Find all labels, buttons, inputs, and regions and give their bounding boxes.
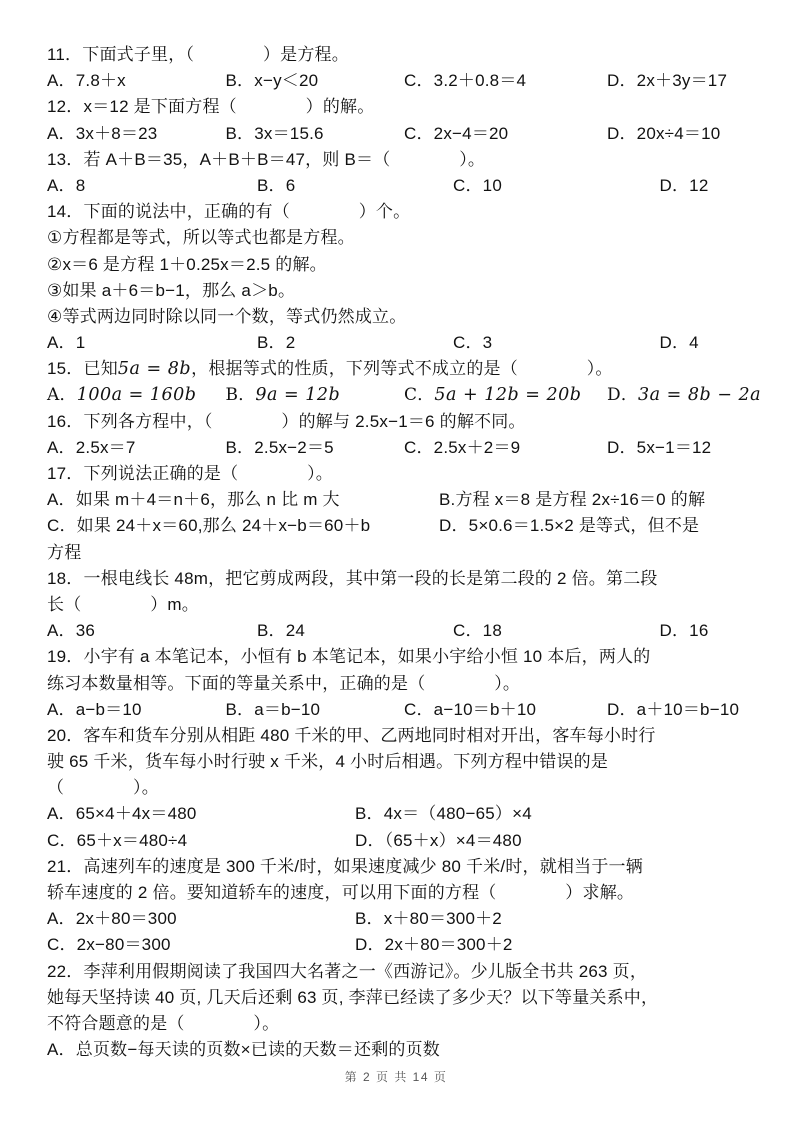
text-run: ，根据等式的性质，下列等式不成立的是（ ）。 <box>191 359 613 379</box>
question-text-line <box>47 671 747 697</box>
options-row <box>47 173 747 199</box>
option-cell <box>404 697 607 723</box>
text-run: ③如果 a＋6＝b−1，那么 a＞b。 <box>47 280 296 300</box>
text-run: B．x＋80＝300＋2 <box>355 909 502 929</box>
text-run: C．3 <box>453 333 493 353</box>
option-cell <box>404 382 607 408</box>
question-text-line <box>47 1037 747 1063</box>
text-run: 12．x＝12 是下面方程（ ）的解。 <box>47 97 375 117</box>
text-run: B．3x＝15.6 <box>225 123 324 143</box>
text-run: B．4x＝（480−65）×4 <box>355 804 532 824</box>
question-text-line <box>47 1011 747 1037</box>
text-run: ②x＝6 是方程 1＋0.25x＝2.5 的解。 <box>47 254 327 274</box>
question-text-line <box>47 225 747 251</box>
option-cell <box>355 828 522 854</box>
option-cell <box>226 121 405 147</box>
text-run: （ ）。 <box>47 778 159 798</box>
text-run: 驶 65 千米，货车每小时行驶 x 千米，4 小时后相遇。下列方程中错误的是 <box>47 752 609 772</box>
options-row <box>47 618 747 644</box>
options-row <box>47 435 747 461</box>
option-cell <box>226 68 405 94</box>
option-cell <box>355 932 513 958</box>
text-run: A．8 <box>47 175 86 195</box>
question-text-line <box>47 199 747 225</box>
option-cell <box>47 435 226 461</box>
option-cell <box>660 330 699 356</box>
question-text-line <box>47 566 747 592</box>
text-run: 100a = 160b <box>76 385 197 406</box>
text-run: B．6 <box>257 175 296 195</box>
question-text-line <box>47 959 747 985</box>
text-run: D． <box>607 385 639 406</box>
text-run: B.方程 x＝8 是方程 2x÷16＝0 的解 <box>439 490 706 510</box>
options-row <box>47 487 747 513</box>
text-run: C．65＋x＝480÷4 <box>47 830 188 850</box>
question-text-line <box>47 749 747 775</box>
question-text-line <box>47 592 747 618</box>
option-cell <box>607 121 720 147</box>
option-cell <box>47 697 226 723</box>
text-run: 方程 <box>47 542 82 562</box>
text-run: 长（ ）m。 <box>47 594 199 614</box>
text-run: A．1 <box>47 333 86 353</box>
options-row <box>47 330 747 356</box>
option-cell <box>226 382 405 408</box>
text-run: 19．小宇有 a 本笔记本，小恒有 b 本笔记本，如果小宇给小恒 10 本后，两人的 <box>47 647 651 667</box>
option-cell <box>439 513 699 539</box>
option-cell <box>404 68 607 94</box>
option-cell <box>47 68 226 94</box>
option-cell <box>47 330 257 356</box>
text-run: D．a＋10＝b−10 <box>607 699 740 719</box>
option-cell <box>404 435 607 461</box>
text-run: D．（65＋x）×4＝480 <box>355 830 522 850</box>
question-text-line <box>47 278 747 304</box>
text-run: A． <box>47 385 77 406</box>
option-cell <box>607 382 761 408</box>
options-row <box>47 932 747 958</box>
options-row <box>47 697 747 723</box>
worksheet-page <box>47 42 762 1063</box>
text-run: A．3x＋8＝23 <box>47 123 158 143</box>
option-cell <box>355 801 532 827</box>
option-cell <box>439 487 705 513</box>
option-cell <box>404 121 607 147</box>
option-cell <box>47 382 226 408</box>
question-text-line <box>47 147 747 173</box>
text-run: 她每天坚持读 40 页, 几天后还剩 63 页, 李萍已经读了多少天？以下等量关系中， <box>47 987 659 1007</box>
question-text-line <box>47 723 747 749</box>
text-run: A．总页数−每天读的页数×已读的天数＝还剩的页数 <box>47 1040 440 1060</box>
text-run: A．2.5x＝7 <box>47 437 136 457</box>
option-cell <box>226 697 405 723</box>
text-run: C．2.5x＋2＝9 <box>404 437 521 457</box>
option-cell <box>47 932 355 958</box>
text-run: D．5x−1＝12 <box>607 437 712 457</box>
text-run: 20．客车和货车分别从相距 480 千米的甲、乙两地同时相对开出，客车每小时行 <box>47 725 656 745</box>
text-run: 5a = 8b <box>117 359 192 380</box>
options-row <box>47 382 762 408</box>
text-run: B．24 <box>257 621 306 641</box>
options-row <box>47 906 747 932</box>
text-run: C．如果 24＋x＝60,那么 24＋x−b＝60＋b <box>47 516 371 536</box>
text-run: 轿车速度的 2 倍。要知道轿车的速度，可以用下面的方程（ ）求解。 <box>47 883 635 902</box>
options-row <box>47 68 747 94</box>
question-text-line <box>47 461 747 487</box>
option-cell <box>660 173 709 199</box>
text-run: C．2x−4＝20 <box>404 123 509 143</box>
option-cell <box>453 173 660 199</box>
text-run: C．10 <box>453 175 502 195</box>
question-text-line <box>47 252 747 278</box>
option-cell <box>257 330 453 356</box>
text-run: A．a−b＝10 <box>47 699 142 719</box>
text-run: 22．李萍利用假期阅读了我国四大名著之一《西游记》。少儿版全书共 263 页， <box>47 961 648 981</box>
option-cell <box>47 121 226 147</box>
text-run: C．3.2＋0.8＝4 <box>404 71 527 91</box>
text-run: A．36 <box>47 621 96 641</box>
option-cell <box>47 513 439 539</box>
text-run: A．65×4＋4x＝480 <box>47 804 197 824</box>
text-run: D．2x＋80＝300＋2 <box>355 935 513 955</box>
question-text-line <box>47 356 747 382</box>
option-cell <box>47 906 355 932</box>
text-run: D．5×0.6＝1.5×2 是等式，但不是 <box>439 516 700 536</box>
text-run: C．18 <box>453 621 502 641</box>
question-text-line <box>47 94 747 120</box>
text-run: 练习本数量相等。下面的等量关系中，正确的是（ ）。 <box>47 673 521 693</box>
question-text-line <box>47 854 747 880</box>
text-run: B． <box>225 385 256 406</box>
text-run: A．2x＋80＝300 <box>47 909 177 929</box>
text-run: B．2.5x−2＝5 <box>225 437 334 457</box>
text-run: A．7.8＋x <box>47 71 126 91</box>
question-text-line <box>47 304 747 330</box>
question-text-line <box>47 540 747 566</box>
option-cell <box>660 618 709 644</box>
text-run: C．a−10＝b＋10 <box>404 699 537 719</box>
option-cell <box>47 618 257 644</box>
text-run: 14．下面的说法中，正确的有（ ）个。 <box>47 202 411 222</box>
option-cell <box>47 828 355 854</box>
text-run: ①方程都是等式，所以等式也都是方程。 <box>47 228 355 248</box>
option-cell <box>226 435 405 461</box>
text-run: 17．下列说法正确的是（ ）。 <box>47 464 334 483</box>
text-run: B．x−y＜20 <box>225 71 319 91</box>
option-cell <box>607 697 739 723</box>
text-run: 3a = 8b − 2a <box>638 385 762 406</box>
option-cell <box>47 173 257 199</box>
text-run: 18．一根电线长 48m，把它剪成两段，其中第一段的长是第二段的 2 倍。第二段 <box>47 568 658 588</box>
text-run: 9a = 12b <box>255 385 341 406</box>
text-run: 15．已知 <box>47 359 118 379</box>
text-run: A．如果 m＋4＝n＋6，那么 n 比 m 大 <box>47 490 340 510</box>
option-cell <box>453 618 660 644</box>
text-run: C． <box>404 385 435 406</box>
text-run: 13．若 A＋B＝35，A＋B＋B＝47，则 B＝（ ）。 <box>47 149 486 169</box>
options-row <box>47 121 747 147</box>
text-run: ④等式两边同时除以同一个数，等式仍然成立。 <box>47 306 407 326</box>
page-footer: 第 2 页 共 14 页 <box>344 1070 448 1084</box>
text-run: B．a＝b−10 <box>225 699 321 719</box>
options-row <box>47 828 747 854</box>
text-run: C．2x−80＝300 <box>47 935 171 955</box>
text-run: D．16 <box>659 621 709 641</box>
options-row <box>47 801 747 827</box>
options-row <box>47 513 747 539</box>
text-run: 5a + 12b = 20b <box>434 385 582 406</box>
text-run: D．20x÷4＝10 <box>607 123 721 143</box>
text-run: 11．下面式子里，（ ）是方程。 <box>47 45 349 64</box>
option-cell <box>607 435 711 461</box>
option-cell <box>47 487 439 513</box>
question-text-line <box>47 985 747 1011</box>
option-cell <box>47 801 355 827</box>
question-text-line <box>47 644 747 670</box>
option-cell <box>607 68 727 94</box>
text-run: D．4 <box>659 333 699 353</box>
text-run: 不符合题意的是（ ）。 <box>47 1013 280 1033</box>
question-text-line <box>47 42 747 68</box>
option-cell <box>257 618 453 644</box>
option-cell <box>355 906 502 932</box>
text-run: D．12 <box>659 175 709 195</box>
question-text-line <box>47 880 747 906</box>
text-run: D．2x＋3y＝17 <box>607 71 728 91</box>
text-run: 16．下列各方程中，（ ）的解与 2.5x−1＝6 的解不同。 <box>47 411 526 431</box>
option-cell <box>257 173 453 199</box>
question-text-line <box>47 775 747 801</box>
question-text-line <box>47 409 747 435</box>
text-run: B．2 <box>257 333 296 353</box>
option-cell <box>453 330 660 356</box>
text-run: 21．高速列车的速度是 300 千米/时，如果速度减少 80 千米/时，就相当于一辆 <box>47 856 643 876</box>
